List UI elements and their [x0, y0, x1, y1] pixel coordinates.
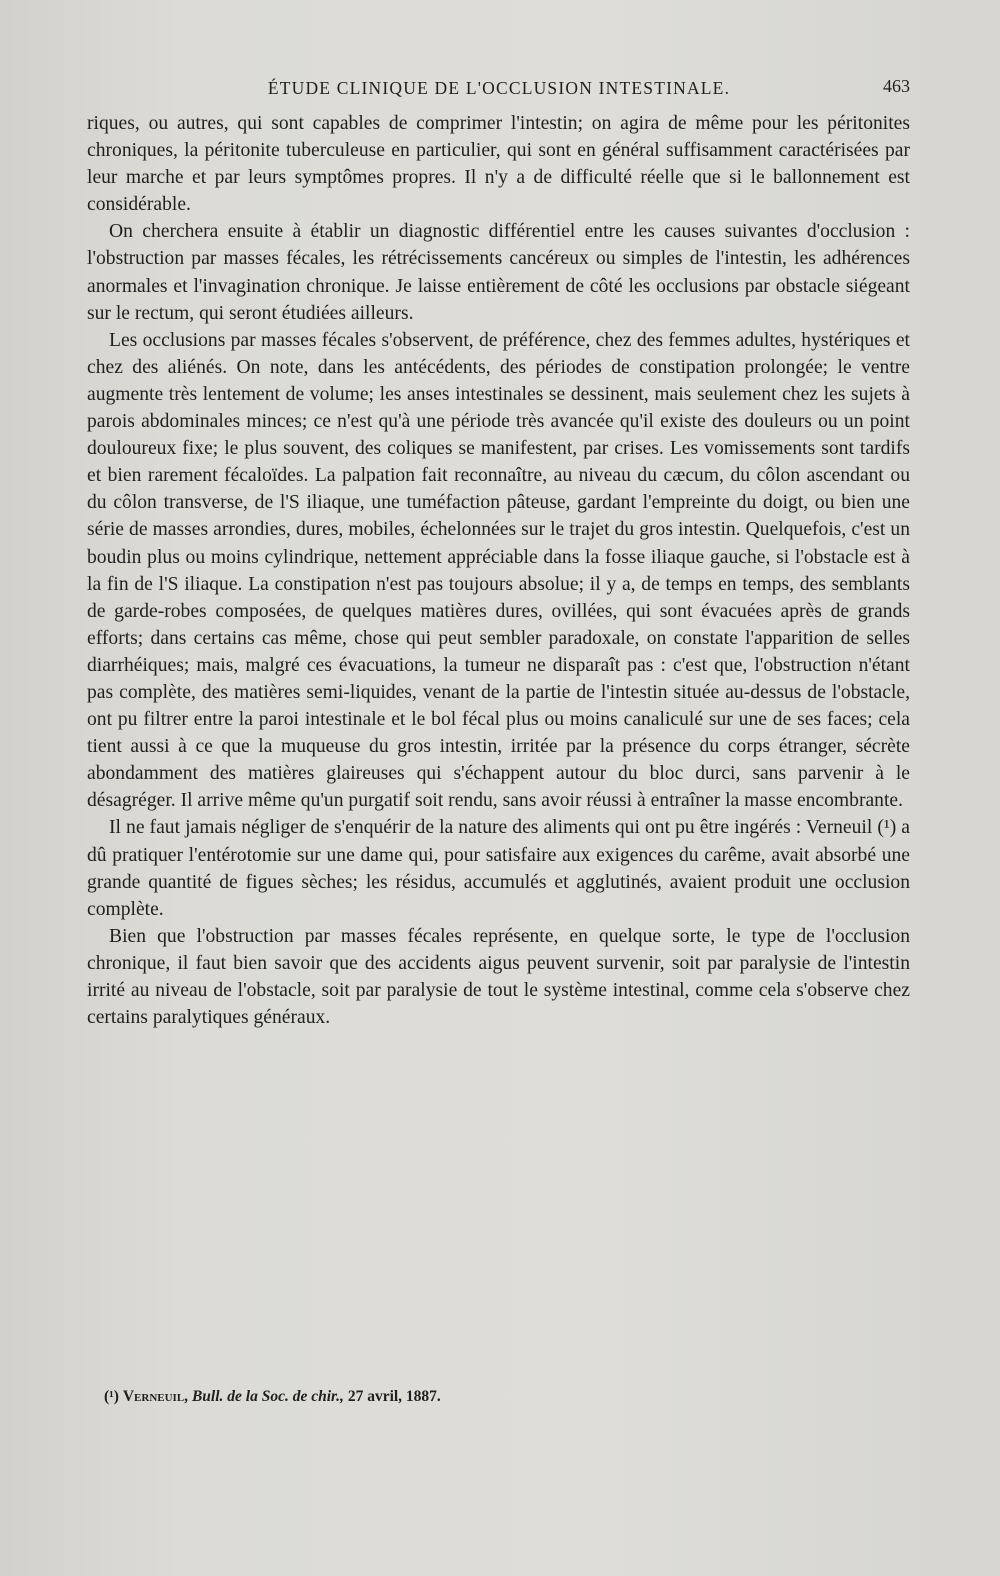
body-text [87, 110, 910, 1031]
footnote-marker: (¹) [104, 1388, 119, 1405]
running-header [88, 76, 910, 102]
paragraph-fecal-masses: Les occlusions par masses fécales s'observent, de préférence, chez des femmes adultes, hystériques et chez des aliénés. On note, dans les antécédents, des périodes de constipation prolongée; le ventre augmente très lentement de volume; les anses intestinales se dessinent, mais seulement chez les sujets à parois abdominales minces; ce n'est qu'à une période très avancée qu'il existe des douleurs ou un point douloureux fixe; le plus souvent, des coliques se manifestent, par crises. Les vomissements sont tardifs et bien rarement fécaloïdes. La palpation fait reconnaître, au niveau du cæcum, du côlon ascendant ou du côlon transverse, de l'S iliaque, une tuméfaction pâteuse, gardant l'empreinte du doigt, ou bien une série de masses arrondies, dures, mobiles, échelonnées sur le trajet du gros intestin. Quelquefois, c'est un boudin plus ou moins cylindrique, nettement appréciable dans la fosse iliaque gauche, si l'obstacle est à la fin de l'S iliaque. La constipation n'est pas toujours absolue; il y a, de temps en temps, des semblants de garde-robes composées, de quelques matières dures, ovillées, qui sont évacuées après de grands efforts; dans certains cas même, chose qui peut sembler paradoxale, on constate l'apparition de selles diarrhéiques; mais, malgré ces évacuations, la tumeur ne disparaît pas : c'est que, l'obstruction n'étant pas complète, des matières semi-liquides, venant de la partie de l'intestin située au-dessus de l'obstacle, ont pu filtrer entre la paroi intestinale et le bol fécal plus ou moins canaliculé sur une de ses faces; cela tient aussi à ce que la muqueuse du gros intestin, irritée par la présence du corps étranger, sécrète abondamment des matières glaireuses qui s'échappent autour du bloc durci, sans parvenir à le désagréger. Il arrive même qu'un purgatif soit rendu, sans avoir réussi à entraîner la masse encombrante. [87, 329, 910, 812]
paragraph-food-inquiry: Il ne faut jamais négliger de s'enquérir de la nature des aliments qui ont pu être ingérés : Verneuil (¹) a dû pratiquer l'entérotomie sur une dame qui, pour satisfaire aux exigences du carême, avait absorbé une grande quantité de figues sèches; les résidus, accumulés et agglutinés, avaient produit une occlusion complète. [87, 817, 910, 920]
paragraph-differential-diagnosis: On cherchera ensuite à établir un diagnostic différentiel entre les causes suivantes d'occlusion : l'obstruction par masses fécales, les rétrécissements cancéreux ou simples de l'intestin, les adhérences anormales et l'invagination chronique. Je laisse entièrement de côté les occlusions par obstacle siégeant sur le rectum, qui seront étudiées ailleurs. [87, 221, 910, 324]
footnote-author: Verneuil, [122, 1388, 189, 1405]
footnote-date: 27 avril, 1887. [347, 1388, 441, 1405]
running-title: ÉTUDE CLINIQUE DE L'OCCLUSION INTESTINALE. [267, 78, 731, 98]
page-number: 463 [883, 76, 910, 96]
footnote-journal: Bull. de la Soc. de chir., [191, 1388, 344, 1405]
paragraph-continuation: riques, ou autres, qui sont capables de comprimer l'intestin; on agira de même pour les péritonites chroniques, la péritonite tuberculeuse en particulier, qui sont en général suffisamment caractérisées par leur marche et par leurs symptômes propres. Il n'y a de difficulté réelle que si le ballonnement est considérable. [87, 113, 910, 216]
paragraph-acute-accidents: Bien que l'obstruction par masses fécales représente, en quelque sorte, le type de l'occlusion chronique, il faut bien savoir que des accidents aigus peuvent survenir, soit par paralysie de l'intestin irrité au niveau de l'obstacle, soit par paralysie de tout le système intestinal, comme cela s'observe chez certains paralytiques généraux. [87, 925, 910, 1029]
footnote [104, 1388, 904, 1406]
